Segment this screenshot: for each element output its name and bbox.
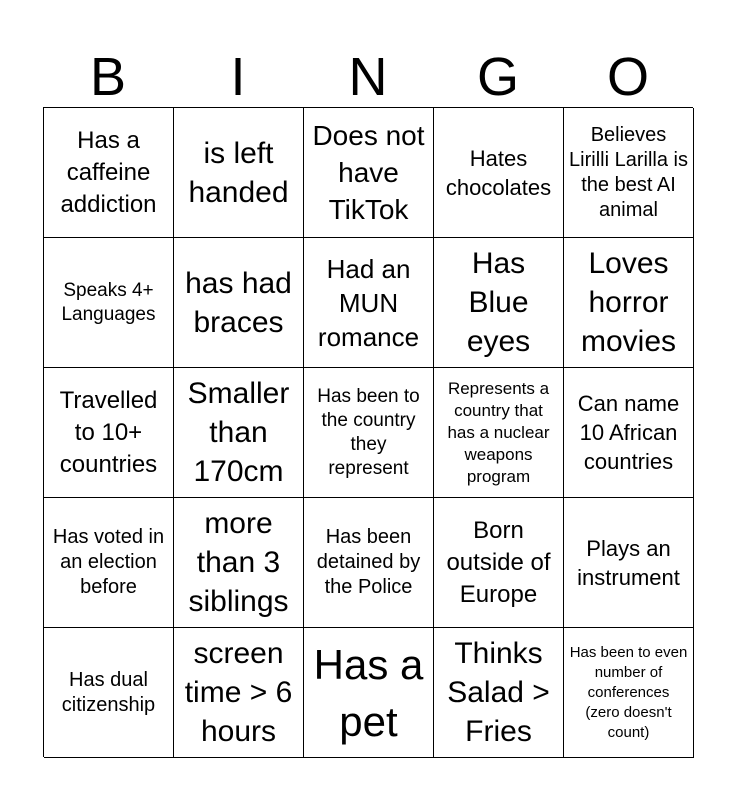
- cell-text: Has voted in an election before: [52, 526, 165, 598]
- cell-text: Has dual citizenship: [61, 668, 156, 716]
- bingo-cell-r5c3[interactable]: [304, 628, 434, 758]
- cell-text: Represents a country that has a nuclear weapons program: [447, 378, 550, 486]
- cell-text: Believes Lirilli Larilla is the best AI animal: [569, 123, 688, 221]
- cell-text: Smaller than 170cm: [187, 377, 290, 488]
- header-letter-n: N: [348, 47, 388, 107]
- cell-text: Thinks Salad > Fries: [447, 637, 550, 748]
- cell-text: Does not have TikTok: [312, 120, 425, 225]
- bingo-cell-r2c2[interactable]: [174, 238, 304, 368]
- bingo-cell-r5c4[interactable]: [434, 628, 564, 758]
- cell-text: Has a caffeine addiction: [60, 126, 157, 218]
- bingo-cell-r2c1[interactable]: [44, 238, 174, 368]
- cell-text: Has been to the country they represent: [317, 385, 420, 479]
- cell-text: Speaks 4+ Languages: [61, 279, 156, 325]
- bingo-cell-r3c5[interactable]: [564, 368, 694, 498]
- bingo-cell-r4c1[interactable]: [44, 498, 174, 628]
- cell-text: Hates chocolates: [445, 145, 552, 200]
- bingo-cell-r3c3[interactable]: [304, 368, 434, 498]
- bingo-cell-r1c5[interactable]: [564, 108, 694, 238]
- bingo-cell-r2c5[interactable]: [564, 238, 694, 368]
- cell-text: Had an MUN romance: [317, 253, 420, 352]
- bingo-cell-r4c5[interactable]: [564, 498, 694, 628]
- cell-text: screen time > 6 hours: [184, 637, 293, 748]
- cell-text: Can name 10 African countries: [577, 391, 680, 474]
- bingo-grid: [43, 107, 693, 757]
- header-letter-b: B: [89, 47, 127, 107]
- cell-text: Has a pet: [313, 640, 424, 745]
- bingo-cell-r2c4[interactable]: [434, 238, 564, 368]
- bingo-cell-r5c1[interactable]: [44, 628, 174, 758]
- cell-text: Has been detained by the Police: [316, 526, 421, 598]
- bingo-header: [43, 46, 693, 108]
- bingo-cell-r2c3[interactable]: [304, 238, 434, 368]
- cell-text: Loves horror movies: [580, 247, 677, 358]
- cell-text: more than 3 siblings: [188, 507, 289, 618]
- bingo-cell-r4c4[interactable]: [434, 498, 564, 628]
- cell-text: Has Blue eyes: [466, 247, 531, 358]
- bingo-cell-r1c4[interactable]: [434, 108, 564, 238]
- bingo-cell-r5c5[interactable]: [564, 628, 694, 758]
- bingo-cell-r3c2[interactable]: [174, 368, 304, 498]
- cell-text: Plays an instrument: [577, 535, 680, 590]
- bingo-cell-r5c2[interactable]: [174, 628, 304, 758]
- cell-text: Has been to even number of conferences (zero doesn't count): [569, 643, 688, 741]
- cell-text: Born outside of Europe: [446, 516, 551, 608]
- bingo-cell-r3c4[interactable]: [434, 368, 564, 498]
- bingo-cell-r4c2[interactable]: [174, 498, 304, 628]
- header-letter-g: G: [476, 47, 519, 107]
- cell-text: is left handed: [188, 136, 289, 209]
- header-letter-o: O: [606, 47, 649, 107]
- bingo-cell-r4c3[interactable]: [304, 498, 434, 628]
- bingo-cell-r1c2[interactable]: [174, 108, 304, 238]
- bingo-cell-r1c3[interactable]: [304, 108, 434, 238]
- header-letter-i: I: [230, 47, 246, 107]
- bingo-cell-r1c1[interactable]: [44, 108, 174, 238]
- cell-text: has had braces: [185, 266, 292, 339]
- cell-text: Travelled to 10+ countries: [59, 386, 158, 478]
- bingo-cell-r3c1[interactable]: [44, 368, 174, 498]
